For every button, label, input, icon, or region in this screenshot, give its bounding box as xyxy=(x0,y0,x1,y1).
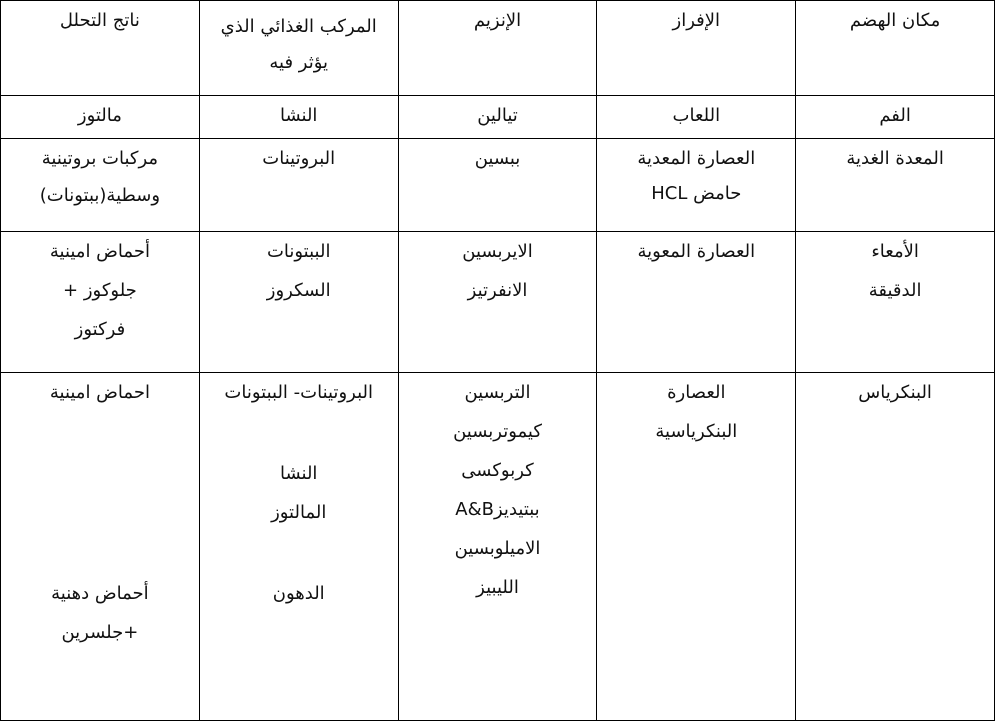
header-product: ناتج التحلل xyxy=(1,1,200,96)
cell-secretion: العصارة المعوية xyxy=(597,232,796,373)
cell-place: الأمعاء الدقيقة xyxy=(796,232,995,373)
header-enzyme: الإنزيم xyxy=(398,1,597,96)
cell-enzyme: تيالين xyxy=(398,96,597,139)
cell-compound: الببتونات السكروز xyxy=(199,232,398,373)
cell-enzyme: ببسين xyxy=(398,139,597,232)
header-secretion: الإفراز xyxy=(597,1,796,96)
cell-place: البنكرياس xyxy=(796,373,995,721)
table-row xyxy=(1,373,995,721)
cell-place: المعدة الغدية xyxy=(796,139,995,232)
cell-secretion: العصارة البنكرياسية xyxy=(597,373,796,721)
header-row xyxy=(1,1,995,96)
cell-product: احماض امينية أحماض دهنية +جلسرين xyxy=(1,373,200,721)
cell-product: مركبات بروتينية وسطية(ببتونات) xyxy=(1,139,200,232)
cell-enzyme: الايربسين الانفرتيز xyxy=(398,232,597,373)
cell-compound: النشا xyxy=(199,96,398,139)
table-row xyxy=(1,139,995,232)
header-place: مكان الهضم xyxy=(796,1,995,96)
cell-compound: البروتينات- الببتونات النشا المالتوز الدهون xyxy=(199,373,398,721)
table-row xyxy=(1,232,995,373)
cell-place: الفم xyxy=(796,96,995,139)
header-compound: المركب الغذائي الذي يؤثر فيه xyxy=(199,1,398,96)
cell-enzyme: التربسين كيموتربسين كربوكسى ببتيديزA&B الاميلوبسين الليبيز xyxy=(398,373,597,721)
cell-product: مالتوز xyxy=(1,96,200,139)
cell-secretion: اللعاب xyxy=(597,96,796,139)
table-row xyxy=(1,96,995,139)
cell-secretion: العصارة المعدية حامض HCL xyxy=(597,139,796,232)
cell-product: أحماض امينية جلوكوز + فركتوز xyxy=(1,232,200,373)
cell-compound: البروتينات xyxy=(199,139,398,232)
